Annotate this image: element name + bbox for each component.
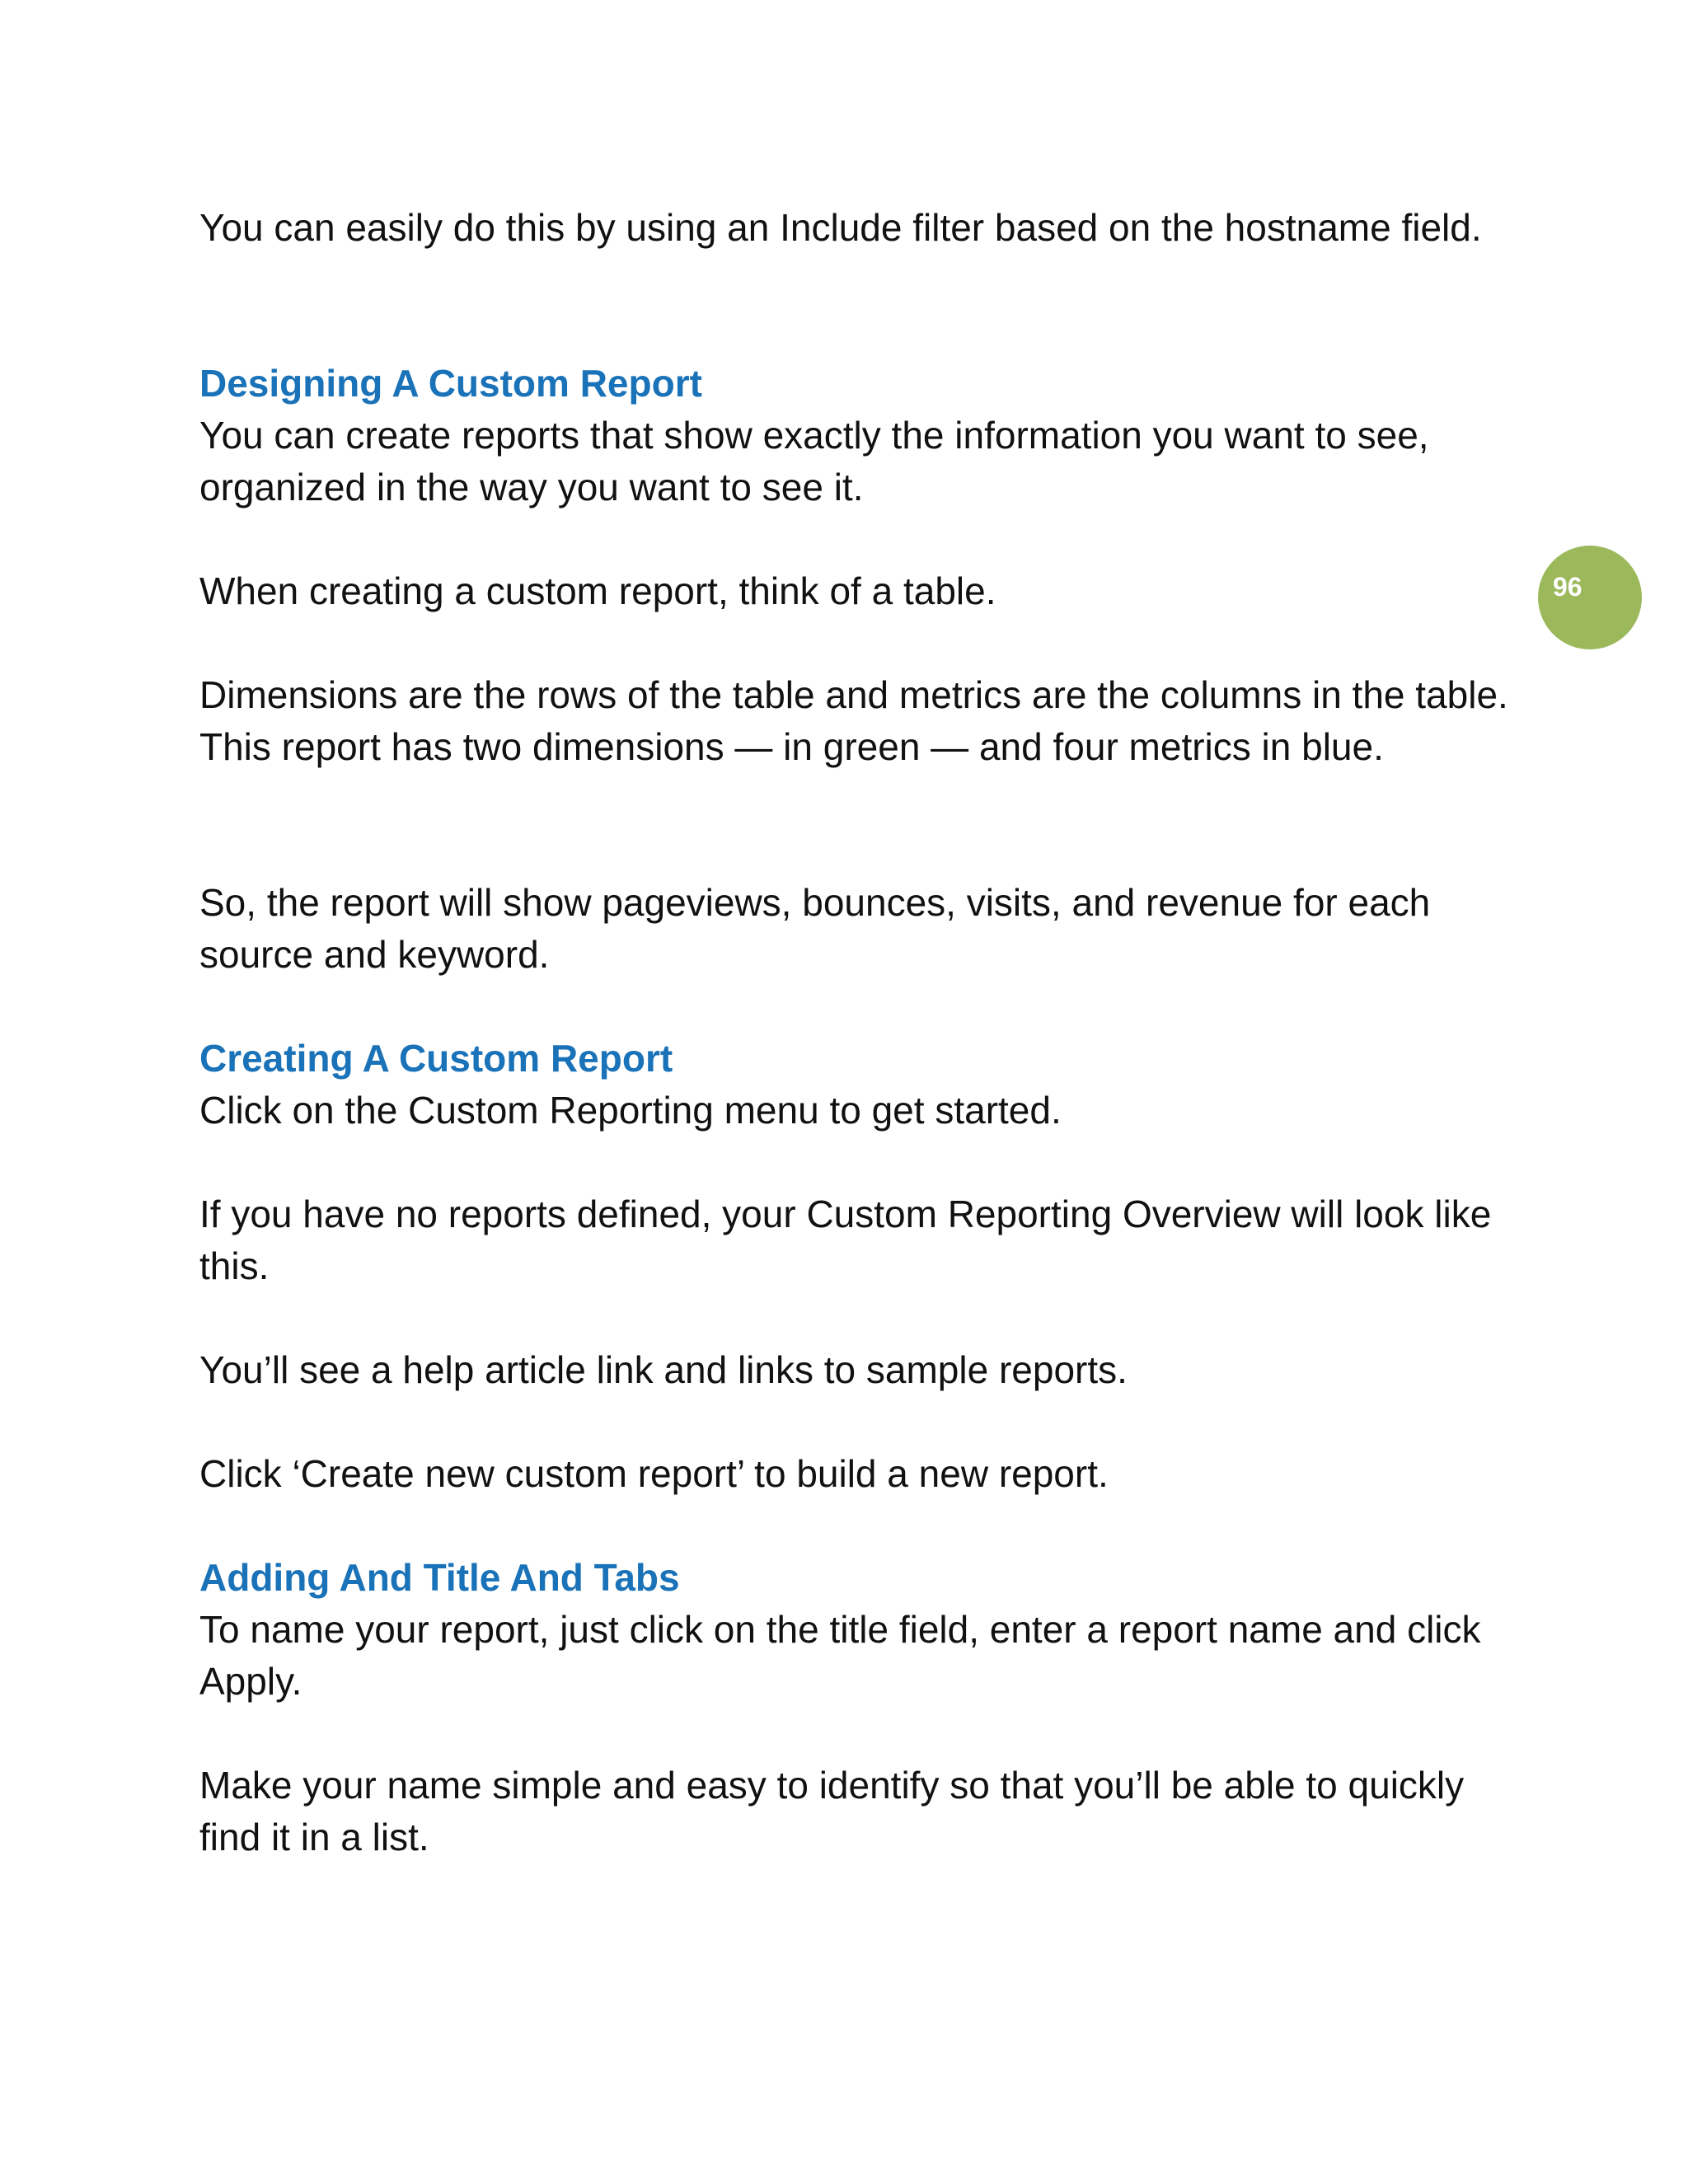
paragraph-no-reports-defined: If you have no reports defined, your Custom Reporting Overview will look like this. xyxy=(199,1193,1492,1287)
heading-adding-title-tabs: Adding And Title And Tabs xyxy=(199,1556,680,1599)
paragraph-create-new-custom-report: Click ‘Create new custom report’ to build a new report. xyxy=(199,1452,1109,1495)
paragraph-create-reports: You can create reports that show exactly the information you want to see, organized in the way you want to see it. xyxy=(199,414,1429,509)
heading-creating-custom-report: Creating A Custom Report xyxy=(199,1037,673,1080)
paragraph-name-your-report: To name your report, just click on the title field, enter a report name and click Apply. xyxy=(199,1608,1481,1703)
paragraph-think-of-table: When creating a custom report, think of a table. xyxy=(199,569,996,612)
paragraph-include-filter: You can easily do this by using an Include filter based on the hostname field. xyxy=(199,206,1482,249)
paragraph-dimensions-metrics: Dimensions are the rows of the table and metrics are the columns in the table. This report has two dimensions — in green — and four metrics in blue. xyxy=(199,673,1508,768)
paragraph-make-name-simple: Make your name simple and easy to identify so that you’ll be able to quickly find it in a list. xyxy=(199,1764,1465,1858)
paragraph-click-custom-reporting: Click on the Custom Reporting menu to get started. xyxy=(199,1089,1062,1132)
paragraph-help-article-link: You’ll see a help article link and links to sample reports. xyxy=(199,1348,1128,1391)
paragraph-report-will-show: So, the report will show pageviews, bounces, visits, and revenue for each source and keyword. xyxy=(199,881,1431,976)
page-number-badge xyxy=(1538,546,1642,649)
page-number: 96 xyxy=(1553,572,1582,602)
heading-designing-custom-report: Designing A Custom Report xyxy=(199,362,702,405)
